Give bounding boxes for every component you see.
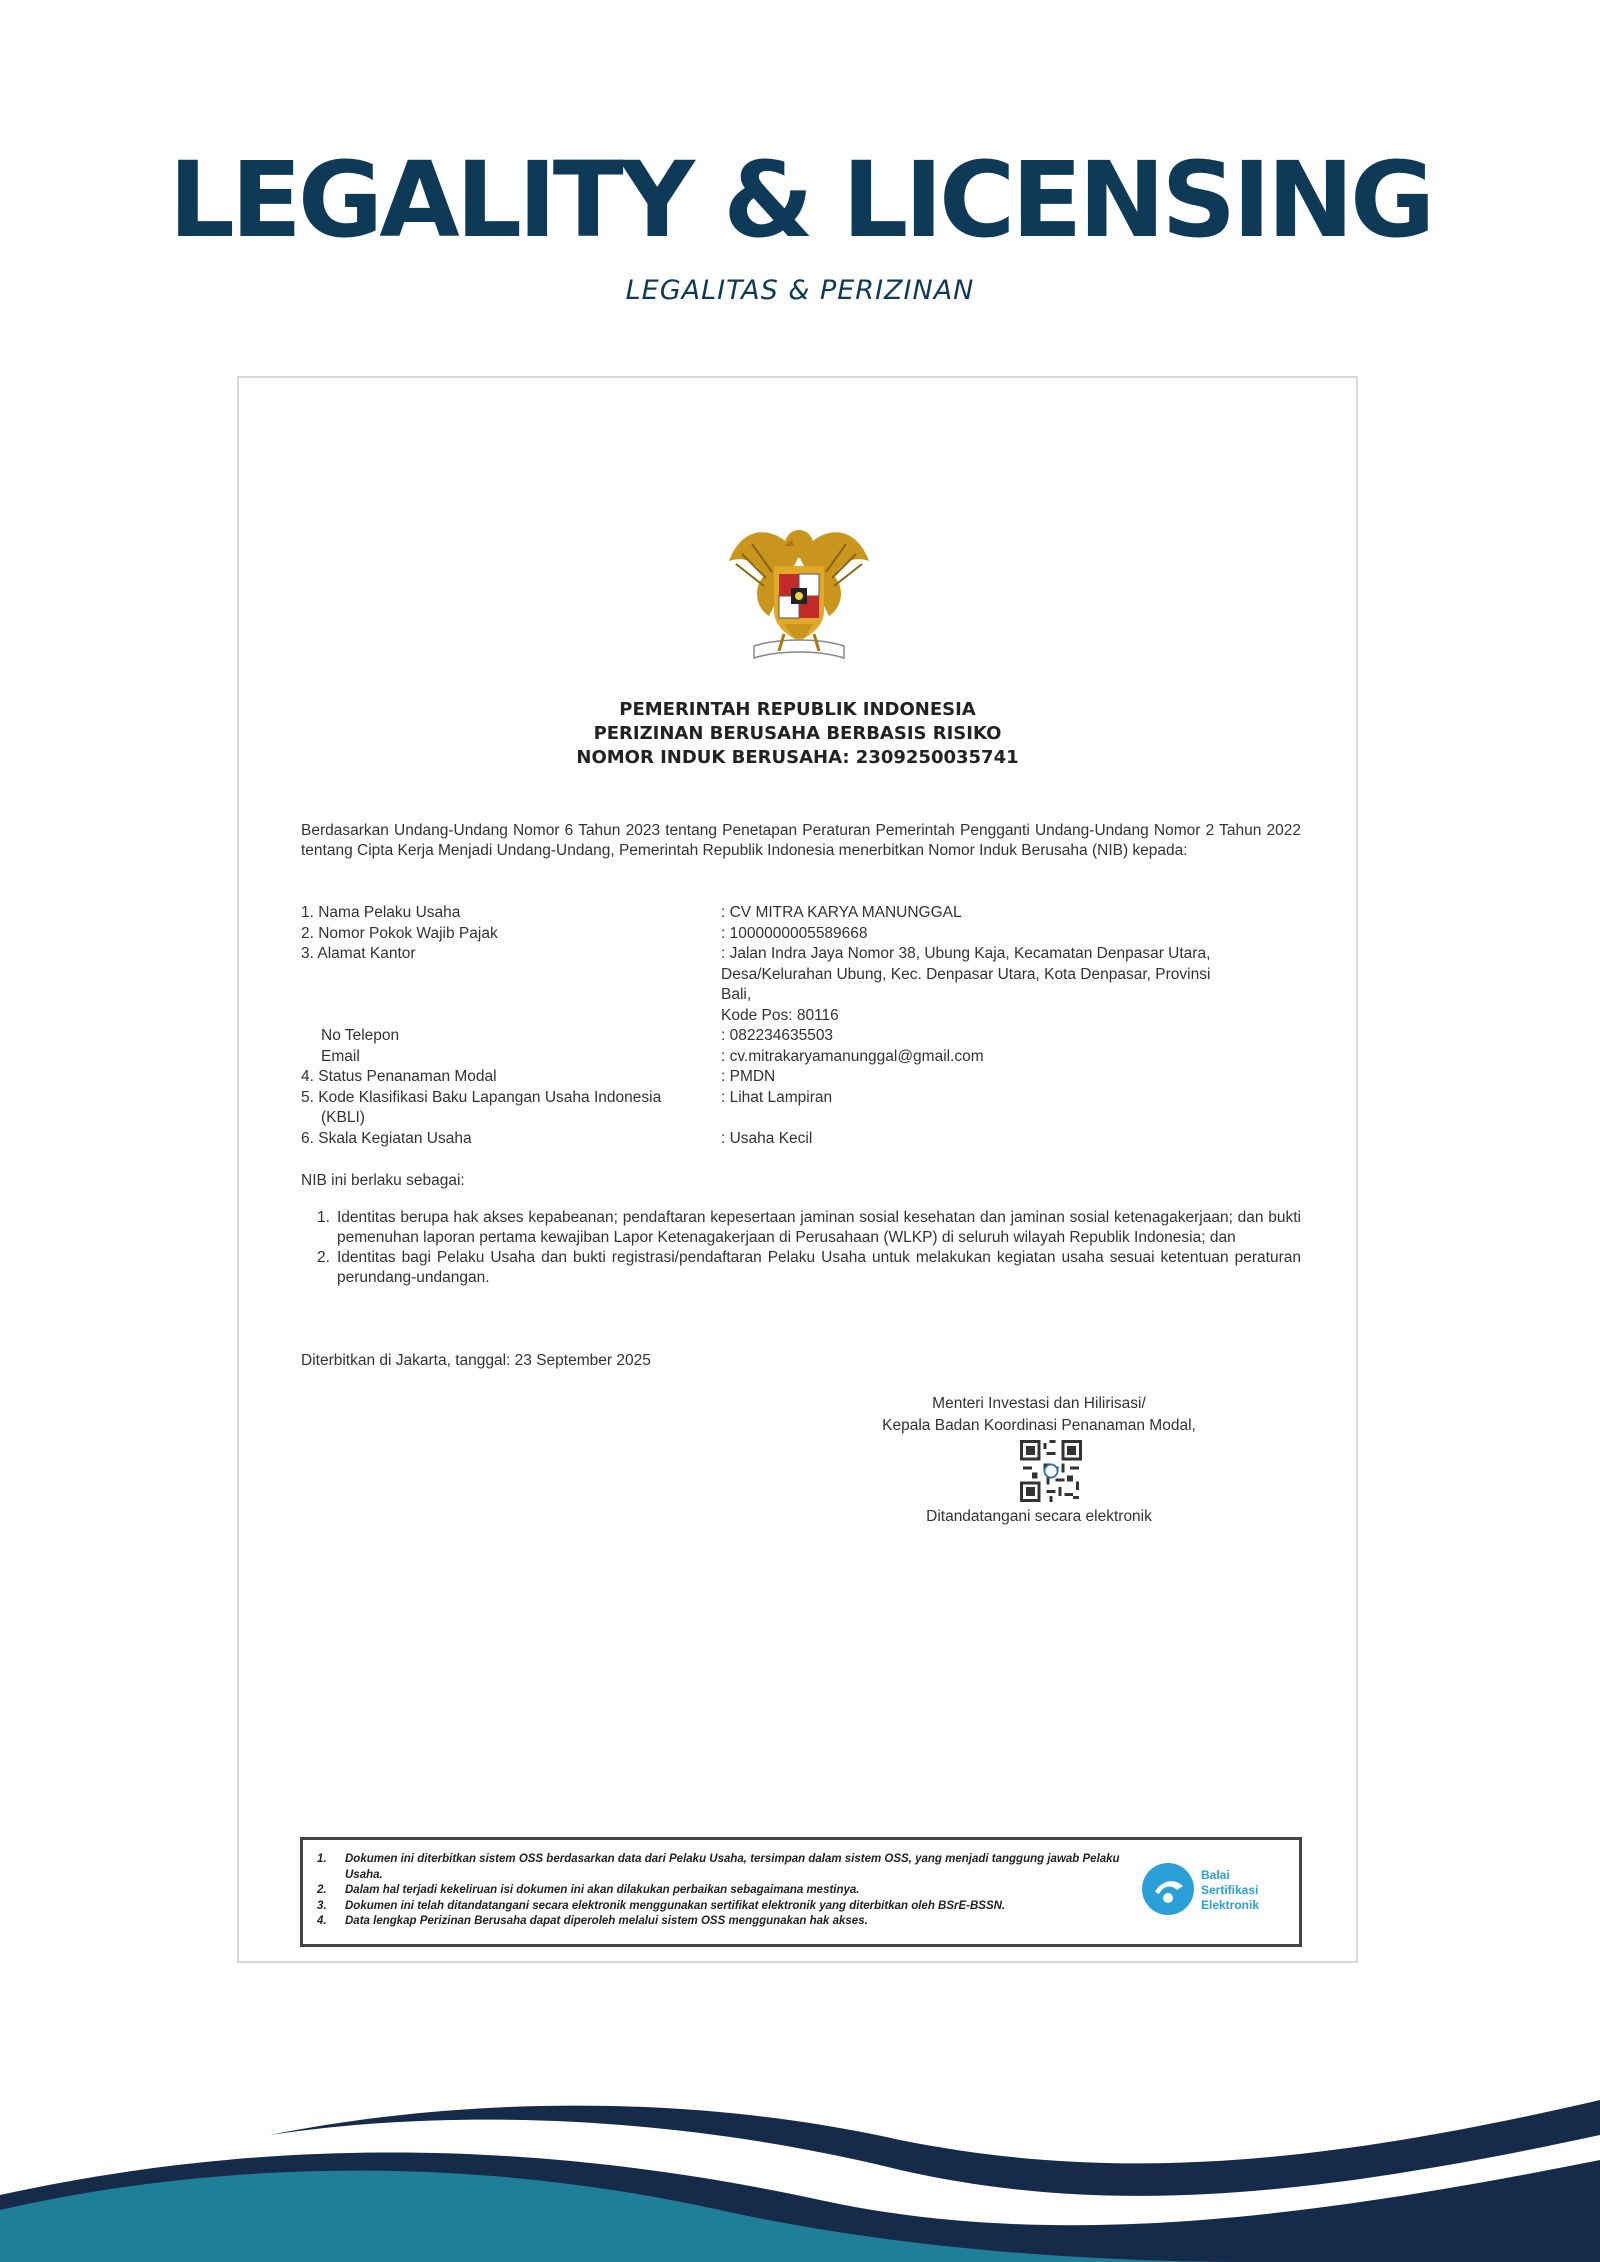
list-item-number: 1. (317, 1209, 330, 1226)
list-item-number: 2. (317, 1249, 330, 1266)
field-label: 2. Nomor Pokok Wajib Pajak (301, 924, 498, 942)
field-row (301, 1047, 1301, 1068)
footer-note (317, 1883, 1137, 1899)
field-value: : Usaha Kecil (721, 1129, 813, 1147)
heading-line-3: NOMOR INDUK BERUSAHA: 2309250035741 (576, 747, 1019, 768)
field-label (301, 1006, 721, 1027)
field-label: 6. Skala Kegiatan Usaha (301, 1129, 472, 1147)
nib-purpose-list (317, 1208, 1301, 1288)
field-row (301, 1067, 1301, 1088)
field-value: Bali, (721, 986, 752, 1003)
list-item (317, 1248, 1301, 1288)
field-label: (KBLI) (321, 1109, 365, 1126)
bsre-logo-line-1: Balai (1201, 1868, 1230, 1882)
footer-notes-list (317, 1852, 1137, 1930)
field-label: 3. Alamat Kantor (301, 945, 416, 962)
field-value: : Jalan Indra Jaya Nomor 38, Ubung Kaja, Kecamatan Denpasar Utara, (721, 945, 1211, 962)
footer-note-number: 1. (317, 1853, 327, 1865)
signer-block (839, 1393, 1239, 1437)
qr-code-icon (1020, 1440, 1082, 1502)
list-item-text: Identitas bagi Pelaku Usaha dan bukti registrasi/pendaftaran Pelaku Usaha untuk melakukan kegiatan usaha sesuai ketentuan peraturan perundang-undangan. (337, 1249, 1301, 1286)
heading-line-1: PEMERINTAH REPUBLIK INDONESIA (619, 699, 976, 720)
footer-note (317, 1852, 1137, 1883)
field-row (301, 985, 1301, 1006)
field-value: : PMDN (721, 1068, 776, 1085)
certificate-heading (239, 698, 1356, 770)
field-row (301, 1006, 1301, 1027)
field-row (301, 903, 1301, 924)
bsre-logo-line-3: Elektronik (1201, 1898, 1260, 1912)
garuda-pancasila-emblem-icon (724, 516, 874, 676)
field-label: 1. Nama Pelaku Usaha (301, 904, 461, 921)
signer-line-2: Kepala Badan Koordinasi Penanaman Modal, (882, 1417, 1196, 1434)
footer-note-number: 4. (317, 1915, 327, 1927)
preamble-text: Berdasarkan Undang-Undang Nomor 6 Tahun 2023 tentang Penetapan Peraturan Pemerintah Pengganti Undang-Undang Nomor 2 Tahun 2022 tentang Cipta Kerja Menjadi Undang-Undang, Pemerintah Republik Indonesia menerbitkan Nomor Induk Berusaha (NIB) kepada: (301, 822, 1301, 859)
footer-disclaimer-box (300, 1837, 1302, 1947)
field-label: Email (321, 1047, 360, 1065)
field-row (301, 965, 1301, 986)
field-row (301, 1088, 1301, 1109)
field-value: : 1000000005589668 (721, 924, 868, 942)
field-value: Desa/Kelurahan Ubung, Kec. Denpasar Utara, Kota Denpasar, Provinsi (721, 965, 1211, 983)
decorative-wave-footer (0, 2100, 1600, 2262)
bsre-logo-text (1201, 1868, 1259, 1913)
field-value: : CV MITRA KARYA MANUNGGAL (721, 904, 962, 921)
page-title: LEGALITY & LICENSING (168, 139, 1432, 261)
field-value: : 082234635503 (721, 1027, 834, 1044)
field-row (301, 944, 1301, 965)
heading-line-2: PERIZINAN BERUSAHA BERBASIS RISIKO (593, 723, 1002, 744)
field-row (301, 1108, 1301, 1129)
footer-note-text: Dokumen ini diterbitkan sistem OSS berdasarkan data dari Pelaku Usaha, tersimpan dalam sistem OSS, yang menjadi tanggung jawab Pelaku Usaha. (345, 1853, 1120, 1881)
field-row (301, 924, 1301, 945)
bsre-logo-line-2: Sertifikasi (1201, 1883, 1259, 1897)
footer-note (317, 1899, 1137, 1915)
list-item (317, 1208, 1301, 1248)
footer-note-number: 3. (317, 1899, 327, 1912)
page-subtitle: LEGALITAS & PERIZINAN (625, 275, 975, 306)
field-value: Kode Pos: 80116 (721, 1006, 839, 1024)
nib-certificate-document (237, 376, 1358, 1963)
list-item-text: Identitas berupa hak akses kepabeanan; pendaftaran kepesertaan jaminan sosial kesehatan dan jaminan sosial ketenagakerjaan; dan bukti pemenuhan laporan pertama kewajiban Lapor Ketenagakerjaan di Perusahaan (WLKP) di seluruh wilayah Republik Indonesia; dan (337, 1209, 1301, 1246)
footer-note-number: 2. (317, 1884, 327, 1896)
field-label: No Telepon (321, 1027, 400, 1044)
bsre-logo (1141, 1862, 1291, 1922)
business-fields-list (301, 903, 1301, 1149)
field-row (301, 1026, 1301, 1047)
field-label: 5. Kode Klasifikasi Baku Lapangan Usaha Indonesia (301, 1088, 662, 1106)
field-label (301, 965, 721, 986)
issued-place-date: Diterbitkan di Jakarta, tanggal: 23 September 2025 (301, 1352, 651, 1369)
electronic-signature-note: Ditandatangani secara elektronik (926, 1508, 1152, 1525)
nib-intro: NIB ini berlaku sebagai: (301, 1172, 465, 1189)
bsre-logo-icon (1141, 1862, 1195, 1916)
field-label (301, 985, 721, 1006)
field-value (721, 1108, 1301, 1129)
footer-note-text: Data lengkap Perizinan Berusaha dapat diperoleh melalui sistem OSS menggunakan hak akses. (345, 1915, 868, 1927)
signer-line-1: Menteri Investasi dan Hilirisasi/ (932, 1395, 1146, 1412)
footer-note-text: Dokumen ini telah ditandatangani secara elektronik menggunakan sertifikat elektronik yang diterbitkan oleh BSrE-BSSN. (345, 1899, 1006, 1912)
field-value: : cv.mitrakaryamanunggal@gmail.com (721, 1047, 984, 1065)
footer-note (317, 1914, 1137, 1930)
field-row (301, 1129, 1301, 1150)
footer-note-text: Dalam hal terjadi kekeliruan isi dokumen ini akan dilakukan perbaikan sebagaimana mestinya. (345, 1884, 860, 1896)
field-label: 4. Status Penanaman Modal (301, 1068, 497, 1085)
field-value: : Lihat Lampiran (721, 1088, 833, 1106)
